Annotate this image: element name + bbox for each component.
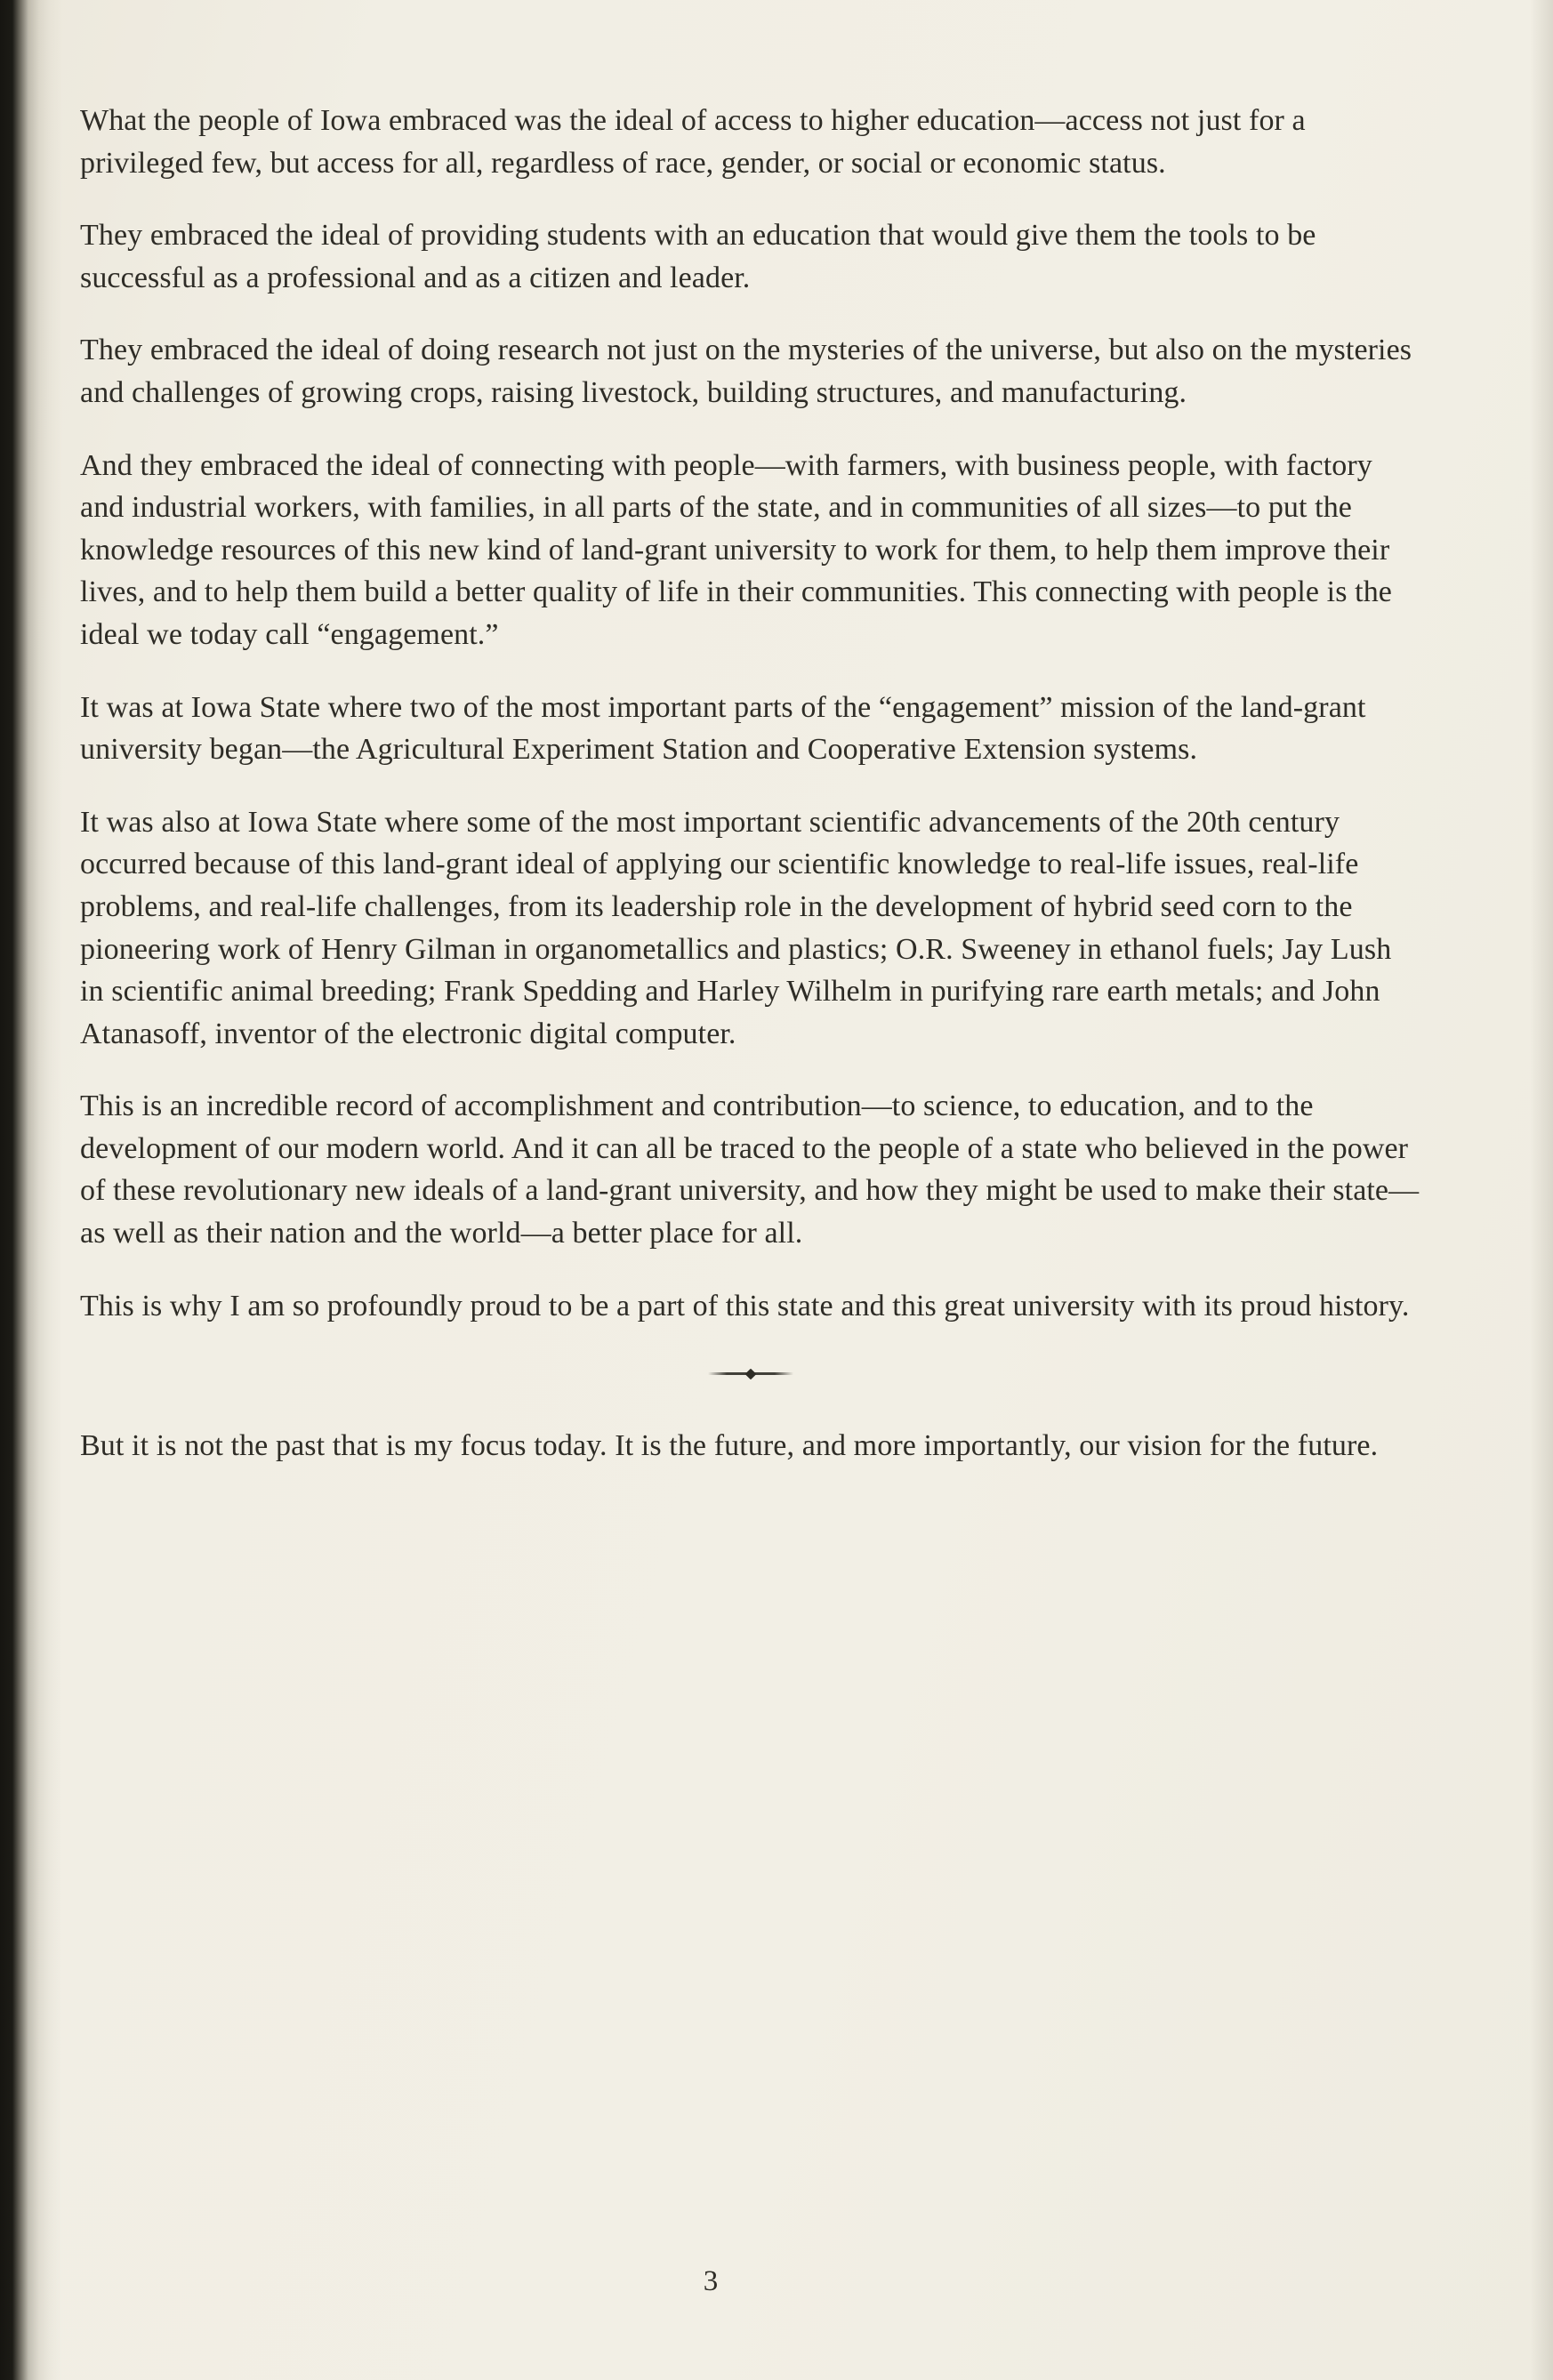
page-content [80, 100, 1421, 1498]
paragraph: It was also at Iowa State where some of the most important scientific advancements of the 20th century occurred because of this land-grant ideal of applying our scientific knowledge to real-life issues, real-life problems, and real-life challenges, from its leadership role in the development of hybrid seed corn to the pioneering work of Henry Gilman in organometallics and plastics; O.R. Sweeney in ethanol fuels; Jay Lush in scientific animal breeding; Frank Spedding and Harley Wilhelm in purifying rare earth metals; and John Atanasoff, inventor of the electronic digital computer. [80, 805, 1392, 1050]
body-text-lower [80, 1425, 1421, 1467]
page-number: 3 [703, 2265, 719, 2297]
paragraph: What the people of Iowa embraced was the ideal of access to higher education—access not just for a privileged few, but access for all, regardless of race, gender, or social or economic status. [80, 104, 1306, 180]
body-text-upper [80, 100, 1421, 1327]
paragraph: But it is not the past that is my focus today. It is the future, and more importantly, our vision for the future. [80, 1429, 1379, 1463]
paragraph: This is why I am so profoundly proud to be a part of this state and this great university with its proud history. [80, 1289, 1410, 1323]
paragraph: It was at Iowa State where two of the most important parts of the “engagement” mission of the land-grant university began—the Agricultural Experiment Station and Cooperative Extension systems. [80, 690, 1366, 767]
paragraph: They embraced the ideal of doing research not just on the mysteries of the universe, but also on the mysteries and challenges of growing crops, raising livestock, building structures, and manufacturing. [80, 334, 1412, 409]
paragraph: They embraced the ideal of providing students with an education that would give them the tools to be successful as a professional and as a citizen and leader. [80, 219, 1316, 294]
paragraph: This is an incredible record of accomplishment and contribution—to science, to education, and to the development of our modern world. And it can all be traced to the people of a state who believed in the power of these revolutionary new ideals of a land-grant university, and how they might be used to make their state—as well as their nation and the world—a better place for all. [80, 1089, 1420, 1250]
scan-edge-shadow-left [0, 0, 62, 2380]
section-divider [80, 1368, 1421, 1379]
divider-ornament-icon [708, 1372, 793, 1375]
scan-edge-shadow-right [1530, 0, 1553, 2380]
paragraph: And they embraced the ideal of connecting with people—with farmers, with business people, with factory and industrial workers, with families, in all parts of the state, and in communities of all sizes—to put the knowledge resources of this new kind of land-grant university to work for them, to help them improve their lives, and to help them build a better quality of life in their communities. This connecting with people is the ideal we today call “engagement.” [80, 448, 1392, 651]
